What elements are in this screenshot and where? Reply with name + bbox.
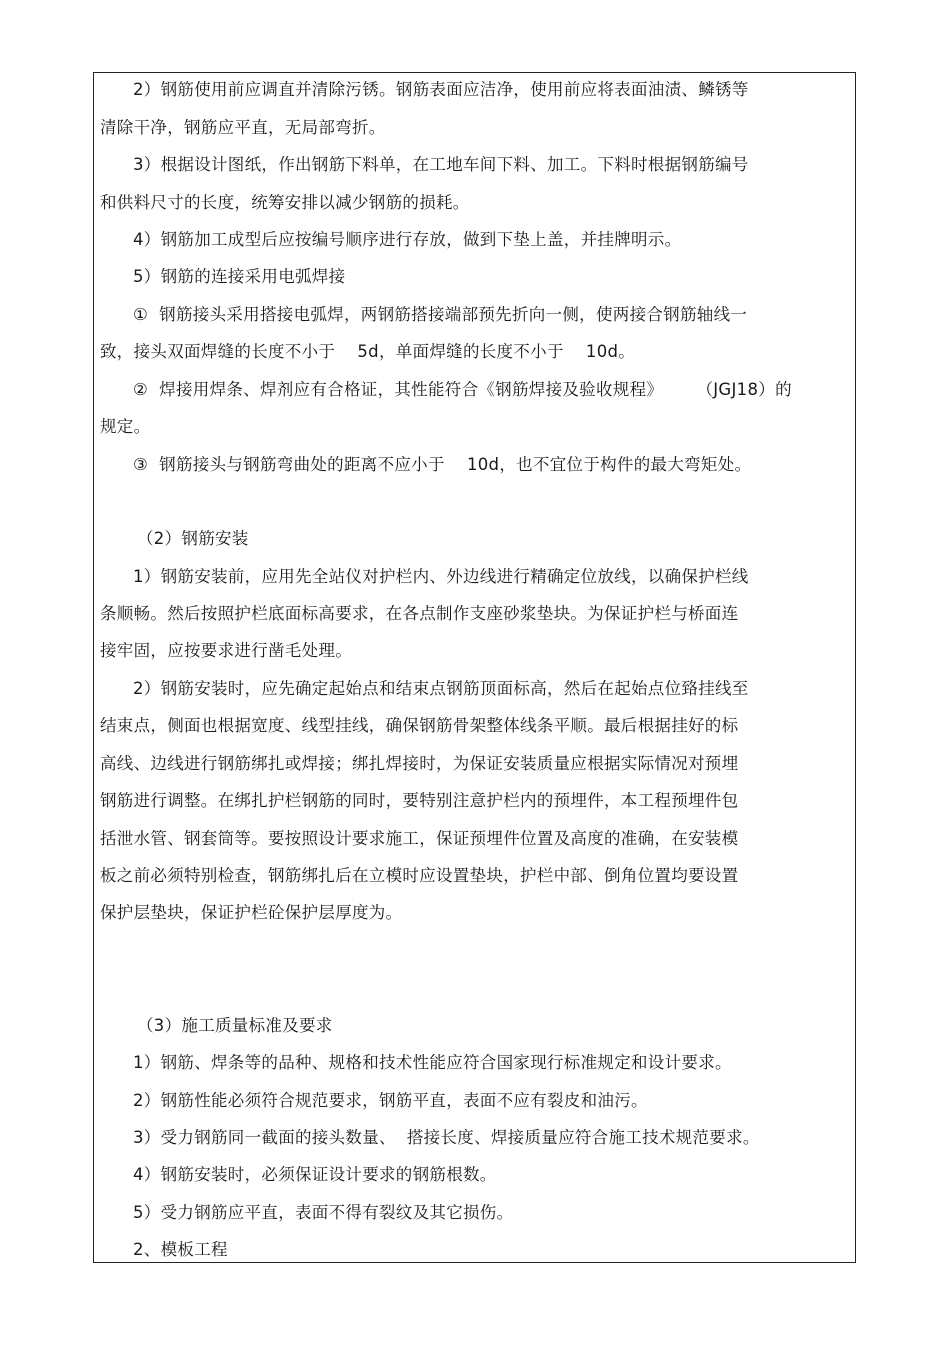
text-line: 5）钢筋的连接采用电弧焊接 bbox=[133, 267, 346, 286]
text-line: 接牢固，应按要求进行凿毛处理。 bbox=[100, 641, 352, 660]
text-line: ① 钢筋接头采用搭接电弧焊，两钢筋搭接端部预先折向一侧，使两接合钢筋轴线一 bbox=[133, 305, 748, 324]
text-line: 2）钢筋使用前应调直并清除污锈。钢筋表面应洁净，使用前应将表面油渍、鳞锈等 bbox=[133, 80, 749, 99]
text-line: ③ 钢筋接头与钢筋弯曲处的距离不应小于 10d，也不宜位于构件的最大弯矩处。 bbox=[133, 455, 752, 474]
text-line: 2）钢筋性能必须符合规范要求，钢筋平直，表面不应有裂皮和油污。 bbox=[133, 1091, 648, 1110]
text-line: （3）施工质量标准及要求 bbox=[137, 1016, 333, 1035]
text-line: 条顺畅。然后按照护栏底面标高要求，在各点制作支座砂浆垫块。为保证护栏与桥面连 bbox=[100, 604, 739, 623]
text-line: 3）受力钢筋同一截面的接头数量、 搭接长度、焊接质量应符合施工技术规范要求。 bbox=[133, 1128, 760, 1147]
text-line: 2）钢筋安装时，应先确定起始点和结束点钢筋顶面标高，然后在起始点位臵挂线至 bbox=[133, 679, 749, 698]
text-line: 2、模板工程 bbox=[133, 1240, 228, 1259]
text-line: 1）钢筋、焊条等的品种、规格和技术性能应符合国家现行标准规定和设计要求。 bbox=[133, 1053, 732, 1072]
text-line: 5）受力钢筋应平直，表面不得有裂纹及其它损伤。 bbox=[133, 1203, 514, 1222]
document-frame bbox=[93, 72, 856, 1263]
text-line: 高线、边线进行钢筋绑扎或焊接；绑扎焊接时，为保证安装质量应根据实际情况对预埋 bbox=[100, 754, 739, 773]
text-line: 4）钢筋加工成型后应按编号顺序进行存放，做到下垫上盖，并挂牌明示。 bbox=[133, 230, 682, 249]
text-line: 保护层垫块，保证护栏砼保护层厚度为。 bbox=[100, 903, 403, 922]
text-line: 致，接头双面焊缝的长度不小于 5d，单面焊缝的长度不小于 10d。 bbox=[100, 342, 636, 361]
text-line: 3）根据设计图纸，作出钢筋下料单，在工地车间下料、加工。下料时根据钢筋编号 bbox=[133, 155, 749, 174]
text-line: （2）钢筋安装 bbox=[137, 529, 249, 548]
text-line: ② 焊接用焊条、焊剂应有合格证，其性能符合《钢筋焊接及验收规程》 （JGJ18）的 bbox=[133, 380, 792, 399]
text-line: 括泄水管、钢套筒等。要按照设计要求施工，保证预埋件位置及高度的准确，在安装模 bbox=[100, 829, 739, 848]
text-line: 4）钢筋安装时，必须保证设计要求的钢筋根数。 bbox=[133, 1165, 497, 1184]
text-line: 清除干净，钢筋应平直，无局部弯折。 bbox=[100, 118, 386, 137]
text-line: 和供料尺寸的长度，统筹安排以减少钢筋的损耗。 bbox=[100, 193, 470, 212]
text-line: 钢筋进行调整。在绑扎护栏钢筋的同时，要特别注意护栏内的预埋件，本工程预埋件包 bbox=[100, 791, 739, 810]
text-line: 规定。 bbox=[100, 417, 151, 436]
text-line: 结束点，侧面也根据宽度、线型挂线，确保钢筋骨架整体线条平顺。最后根据挂好的标 bbox=[100, 716, 739, 735]
text-line: 1）钢筋安装前，应用先全站仪对护栏内、外边线进行精确定位放线，以确保护栏线 bbox=[133, 567, 749, 586]
text-line: 板之前必须特别检查，钢筋绑扎后在立模时应设置垫块，护栏中部、倒角位置均要设置 bbox=[100, 866, 739, 885]
